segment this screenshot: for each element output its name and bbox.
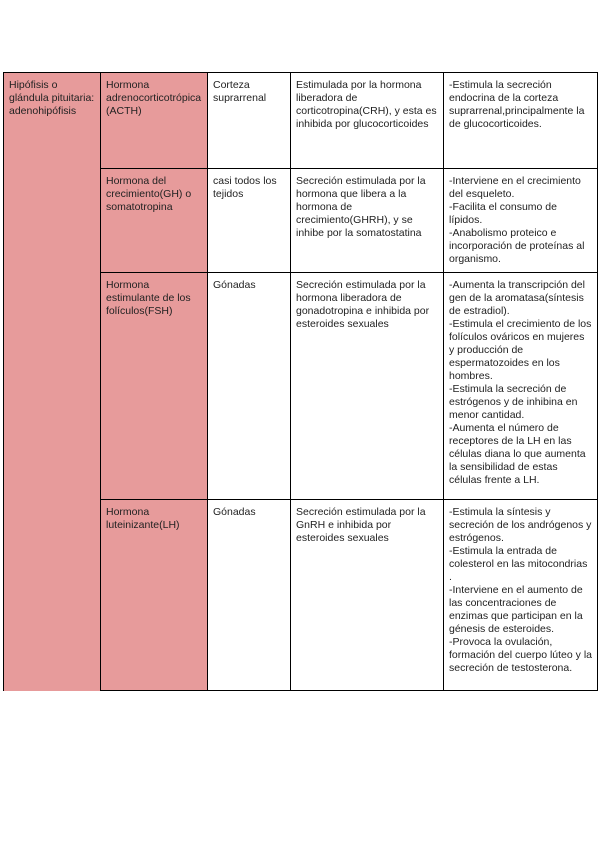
effect-line: -Estimula la secreción endocrina de la corteza suprarrenal,principalmente la de glucocorticoides. (449, 79, 585, 130)
effect-line: -Interviene en el aumento de las concentraciones de enzimas que participan en la génesis de esteroides. (449, 584, 583, 635)
regulation-cell: Secreción estimulada por la hormona liberadora de gonadotropina e inhibida por esteroides sexuales (291, 273, 444, 500)
effect-line: -Estimula la síntesis y secreción de los andrógenos y estrógenos. (449, 506, 592, 544)
regulation-cell: Estimulada por la hormona liberadora de corticotropina(CRH), y esta es inhibida por glucocorticoides (291, 73, 444, 169)
gland-cell-empty (4, 500, 101, 691)
effect-line: -Estimula la entrada de colesterol en las mitocondrias . (449, 545, 588, 583)
effect-line: -Facilita el consumo de lípidos. (449, 201, 557, 226)
effects-cell (444, 273, 598, 500)
hormone-cell: Hormona del crecimiento(GH) o somatotropina (101, 169, 208, 273)
hormone-table (3, 72, 598, 691)
effect-line: -Aumenta el número de receptores de la LH en las células diana lo que aumenta la sensibilidad de estas células frente a LH. (449, 422, 586, 486)
effect-line: -Estimula la secreción de estrógenos y de inhibina en menor cantidad. (449, 383, 578, 421)
effect-line: -Aumenta la transcripción del gen de la aromatasa(síntesis de estradiol). (449, 279, 585, 317)
table-row (4, 273, 598, 500)
effects-cell (444, 73, 598, 169)
hormone-cell: Hormona adrenocorticotrópica(ACTH) (101, 73, 208, 169)
table-row (4, 500, 598, 691)
gland-cell-empty (4, 273, 101, 500)
table-row (4, 73, 598, 169)
gland-cell: Hipófisis o glándula pituitaria: adenohipófisis (4, 73, 101, 169)
regulation-cell: Secreción estimulada por la hormona que libera a la hormona de crecimiento(GHRH), y se inhibe por la somatostatina (291, 169, 444, 273)
gland-cell-empty (4, 169, 101, 273)
hormone-cell: Hormona luteinizante(LH) (101, 500, 208, 691)
effects-cell (444, 169, 598, 273)
effect-line: -Estimula el crecimiento de los folículos ováricos en mujeres y producción de espermatozoides en los hombres. (449, 318, 592, 382)
target-cell: Gónadas (208, 273, 291, 500)
effect-line: -Anabolismo proteico e incorporación de proteínas al organismo. (449, 227, 585, 265)
table-row (4, 169, 598, 273)
hormone-cell: Hormona estimulante de los folículos(FSH) (101, 273, 208, 500)
effect-line: -Provoca la ovulación, formación del cuerpo lúteo y la secreción de testosterona. (449, 636, 592, 674)
target-cell: Corteza suprarrenal (208, 73, 291, 169)
target-cell: Gónadas (208, 500, 291, 691)
effects-cell (444, 500, 598, 691)
regulation-cell: Secreción estimulada por la GnRH e inhibida por esteroides sexuales (291, 500, 444, 691)
target-cell: casi todos los tejidos (208, 169, 291, 273)
effect-line: -Interviene en el crecimiento del esqueleto. (449, 175, 581, 200)
